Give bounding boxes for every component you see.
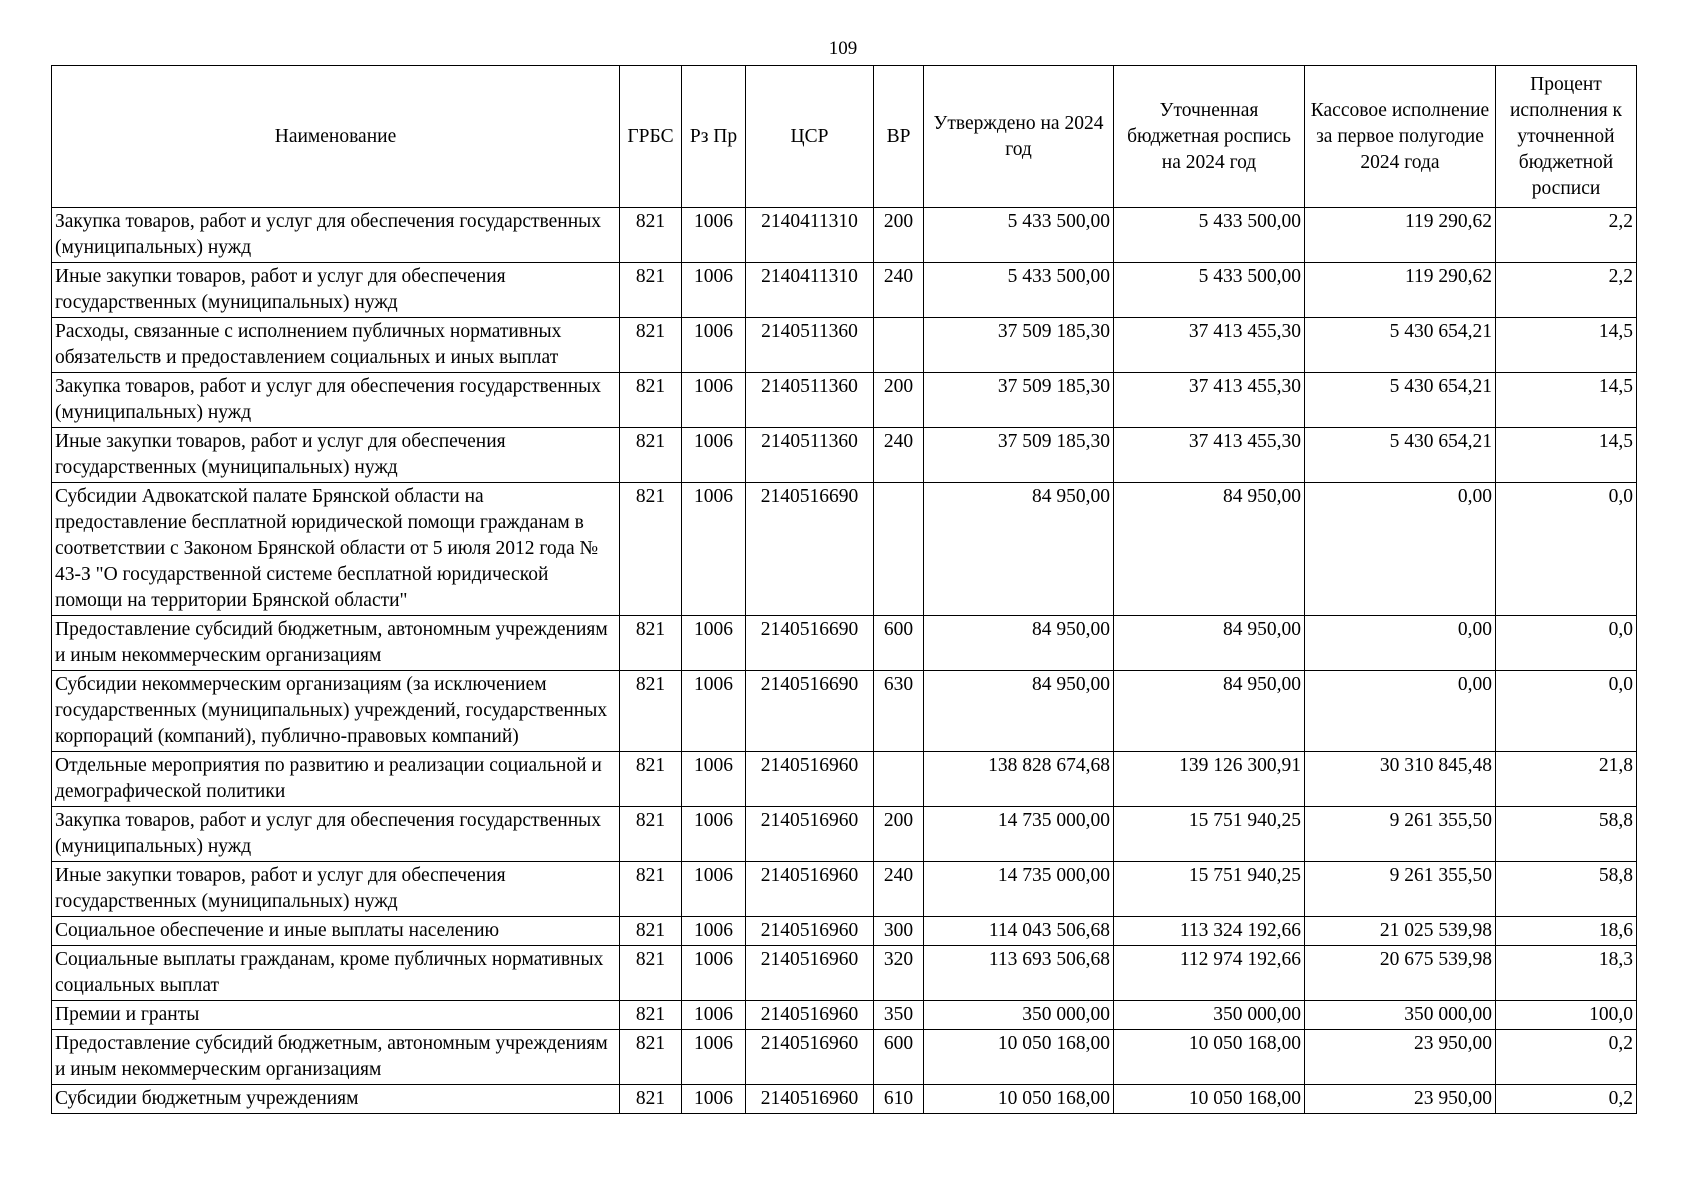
cell-vr: 200 bbox=[874, 373, 924, 428]
cell-executed: 0,00 bbox=[1305, 616, 1496, 671]
cell-executed: 23 950,00 bbox=[1305, 1085, 1496, 1114]
cell-approved: 114 043 506,68 bbox=[924, 917, 1114, 946]
cell-approved: 37 509 185,30 bbox=[924, 373, 1114, 428]
cell-percent: 0,0 bbox=[1496, 483, 1637, 616]
cell-vr bbox=[874, 752, 924, 807]
cell-refined: 5 433 500,00 bbox=[1114, 208, 1305, 263]
header-approved: Утверждено на 2024 год bbox=[924, 66, 1114, 208]
header-vr: ВР bbox=[874, 66, 924, 208]
cell-refined: 37 413 455,30 bbox=[1114, 428, 1305, 483]
budget-table bbox=[51, 65, 1637, 1114]
cell-approved: 14 735 000,00 bbox=[924, 807, 1114, 862]
cell-vr: 600 bbox=[874, 616, 924, 671]
cell-csr: 2140516960 bbox=[746, 1085, 874, 1114]
table-row bbox=[52, 208, 1637, 263]
cell-percent: 58,8 bbox=[1496, 862, 1637, 917]
cell-grbs: 821 bbox=[620, 318, 682, 373]
header-csr: ЦСР bbox=[746, 66, 874, 208]
cell-name: Премии и гранты bbox=[52, 1001, 620, 1030]
cell-refined: 139 126 300,91 bbox=[1114, 752, 1305, 807]
cell-csr: 2140511360 bbox=[746, 318, 874, 373]
cell-executed: 21 025 539,98 bbox=[1305, 917, 1496, 946]
cell-percent: 2,2 bbox=[1496, 208, 1637, 263]
cell-grbs: 821 bbox=[620, 671, 682, 752]
cell-rzpr: 1006 bbox=[682, 318, 746, 373]
cell-approved: 138 828 674,68 bbox=[924, 752, 1114, 807]
table-row bbox=[52, 946, 1637, 1001]
header-name: Наименование bbox=[52, 66, 620, 208]
cell-vr: 600 bbox=[874, 1030, 924, 1085]
cell-percent: 21,8 bbox=[1496, 752, 1637, 807]
cell-csr: 2140516960 bbox=[746, 752, 874, 807]
cell-executed: 119 290,62 bbox=[1305, 208, 1496, 263]
cell-grbs: 821 bbox=[620, 616, 682, 671]
cell-executed: 350 000,00 bbox=[1305, 1001, 1496, 1030]
cell-grbs: 821 bbox=[620, 752, 682, 807]
table-row bbox=[52, 1001, 1637, 1030]
cell-name: Предоставление субсидий бюджетным, автономным учреждениям и иным некоммерческим организациям bbox=[52, 1030, 620, 1085]
cell-grbs: 821 bbox=[620, 1085, 682, 1114]
cell-csr: 2140411310 bbox=[746, 208, 874, 263]
header-executed: Кассовое исполнение за первое полугодие 2024 года bbox=[1305, 66, 1496, 208]
cell-name: Субсидии Адвокатской палате Брянской области на предоставление бесплатной юридической помощи гражданам в соответствии с Законом Брянской области от 5 июля 2012 года № 43-З "О государственной системе бесплатной юридической помощи на территории Брянской области" bbox=[52, 483, 620, 616]
table-row bbox=[52, 807, 1637, 862]
cell-name: Субсидии некоммерческим организациям (за исключением государственных (муниципальных) учреждений, государственных корпораций (компаний), публично-правовых компаний) bbox=[52, 671, 620, 752]
cell-refined: 84 950,00 bbox=[1114, 616, 1305, 671]
table-row bbox=[52, 1085, 1637, 1114]
cell-refined: 37 413 455,30 bbox=[1114, 373, 1305, 428]
cell-rzpr: 1006 bbox=[682, 946, 746, 1001]
table-body bbox=[52, 208, 1637, 1114]
cell-grbs: 821 bbox=[620, 862, 682, 917]
cell-grbs: 821 bbox=[620, 208, 682, 263]
cell-approved: 10 050 168,00 bbox=[924, 1085, 1114, 1114]
cell-name: Предоставление субсидий бюджетным, автономным учреждениям и иным некоммерческим организациям bbox=[52, 616, 620, 671]
cell-vr: 200 bbox=[874, 208, 924, 263]
cell-rzpr: 1006 bbox=[682, 807, 746, 862]
cell-executed: 9 261 355,50 bbox=[1305, 862, 1496, 917]
cell-rzpr: 1006 bbox=[682, 616, 746, 671]
cell-grbs: 821 bbox=[620, 1030, 682, 1085]
cell-vr bbox=[874, 483, 924, 616]
page-number: 109 bbox=[828, 38, 858, 59]
cell-executed: 30 310 845,48 bbox=[1305, 752, 1496, 807]
cell-grbs: 821 bbox=[620, 483, 682, 616]
cell-grbs: 821 bbox=[620, 1001, 682, 1030]
cell-percent: 18,3 bbox=[1496, 946, 1637, 1001]
cell-csr: 2140516690 bbox=[746, 483, 874, 616]
cell-name: Иные закупки товаров, работ и услуг для обеспечения государственных (муниципальных) нужд bbox=[52, 862, 620, 917]
cell-percent: 14,5 bbox=[1496, 428, 1637, 483]
cell-percent: 2,2 bbox=[1496, 263, 1637, 318]
cell-name: Субсидии бюджетным учреждениям bbox=[52, 1085, 620, 1114]
cell-executed: 9 261 355,50 bbox=[1305, 807, 1496, 862]
cell-refined: 112 974 192,66 bbox=[1114, 946, 1305, 1001]
cell-vr: 200 bbox=[874, 807, 924, 862]
cell-vr: 300 bbox=[874, 917, 924, 946]
cell-refined: 84 950,00 bbox=[1114, 671, 1305, 752]
cell-grbs: 821 bbox=[620, 373, 682, 428]
cell-csr: 2140516960 bbox=[746, 917, 874, 946]
cell-refined: 84 950,00 bbox=[1114, 483, 1305, 616]
cell-csr: 2140516960 bbox=[746, 1030, 874, 1085]
table-row bbox=[52, 917, 1637, 946]
cell-refined: 37 413 455,30 bbox=[1114, 318, 1305, 373]
cell-percent: 0,2 bbox=[1496, 1030, 1637, 1085]
cell-grbs: 821 bbox=[620, 917, 682, 946]
cell-percent: 0,0 bbox=[1496, 616, 1637, 671]
cell-approved: 37 509 185,30 bbox=[924, 428, 1114, 483]
cell-vr bbox=[874, 318, 924, 373]
table-row bbox=[52, 318, 1637, 373]
cell-rzpr: 1006 bbox=[682, 428, 746, 483]
cell-csr: 2140516960 bbox=[746, 862, 874, 917]
cell-csr: 2140516960 bbox=[746, 946, 874, 1001]
table-row bbox=[52, 483, 1637, 616]
cell-name: Отдельные мероприятия по развитию и реализации социальной и демографической политики bbox=[52, 752, 620, 807]
table-row bbox=[52, 1030, 1637, 1085]
cell-name: Расходы, связанные с исполнением публичных нормативных обязательств и предоставлением социальных и иных выплат bbox=[52, 318, 620, 373]
cell-grbs: 821 bbox=[620, 428, 682, 483]
cell-rzpr: 1006 bbox=[682, 671, 746, 752]
cell-csr: 2140516960 bbox=[746, 1001, 874, 1030]
header-rzpr: Рз Пр bbox=[682, 66, 746, 208]
cell-csr: 2140411310 bbox=[746, 263, 874, 318]
table-row bbox=[52, 373, 1637, 428]
cell-vr: 240 bbox=[874, 862, 924, 917]
cell-executed: 20 675 539,98 bbox=[1305, 946, 1496, 1001]
cell-grbs: 821 bbox=[620, 807, 682, 862]
cell-name: Закупка товаров, работ и услуг для обеспечения государственных (муниципальных) нужд bbox=[52, 807, 620, 862]
cell-percent: 18,6 bbox=[1496, 917, 1637, 946]
cell-vr: 630 bbox=[874, 671, 924, 752]
cell-executed: 0,00 bbox=[1305, 671, 1496, 752]
table-row bbox=[52, 428, 1637, 483]
cell-percent: 100,0 bbox=[1496, 1001, 1637, 1030]
cell-executed: 23 950,00 bbox=[1305, 1030, 1496, 1085]
cell-percent: 0,2 bbox=[1496, 1085, 1637, 1114]
cell-refined: 5 433 500,00 bbox=[1114, 263, 1305, 318]
cell-rzpr: 1006 bbox=[682, 917, 746, 946]
cell-rzpr: 1006 bbox=[682, 208, 746, 263]
cell-approved: 14 735 000,00 bbox=[924, 862, 1114, 917]
cell-approved: 113 693 506,68 bbox=[924, 946, 1114, 1001]
cell-approved: 37 509 185,30 bbox=[924, 318, 1114, 373]
cell-csr: 2140516690 bbox=[746, 671, 874, 752]
table-row bbox=[52, 671, 1637, 752]
header-percent: Процент исполнения к уточненной бюджетной росписи bbox=[1496, 66, 1637, 208]
cell-csr: 2140511360 bbox=[746, 373, 874, 428]
cell-percent: 58,8 bbox=[1496, 807, 1637, 862]
cell-executed: 5 430 654,21 bbox=[1305, 428, 1496, 483]
cell-percent: 14,5 bbox=[1496, 373, 1637, 428]
cell-percent: 14,5 bbox=[1496, 318, 1637, 373]
header-grbs: ГРБС bbox=[620, 66, 682, 208]
cell-rzpr: 1006 bbox=[682, 862, 746, 917]
cell-executed: 5 430 654,21 bbox=[1305, 318, 1496, 373]
cell-vr: 320 bbox=[874, 946, 924, 1001]
cell-rzpr: 1006 bbox=[682, 483, 746, 616]
header-refined: Уточненная бюджетная роспись на 2024 год bbox=[1114, 66, 1305, 208]
cell-percent: 0,0 bbox=[1496, 671, 1637, 752]
cell-rzpr: 1006 bbox=[682, 263, 746, 318]
cell-approved: 84 950,00 bbox=[924, 483, 1114, 616]
cell-vr: 610 bbox=[874, 1085, 924, 1114]
cell-name: Иные закупки товаров, работ и услуг для обеспечения государственных (муниципальных) нужд bbox=[52, 428, 620, 483]
cell-csr: 2140516960 bbox=[746, 807, 874, 862]
table-row bbox=[52, 616, 1637, 671]
cell-approved: 5 433 500,00 bbox=[924, 208, 1114, 263]
cell-vr: 350 bbox=[874, 1001, 924, 1030]
table-row bbox=[52, 862, 1637, 917]
cell-refined: 113 324 192,66 bbox=[1114, 917, 1305, 946]
cell-name: Иные закупки товаров, работ и услуг для обеспечения государственных (муниципальных) нужд bbox=[52, 263, 620, 318]
cell-refined: 10 050 168,00 bbox=[1114, 1085, 1305, 1114]
cell-grbs: 821 bbox=[620, 946, 682, 1001]
table-row bbox=[52, 752, 1637, 807]
cell-approved: 10 050 168,00 bbox=[924, 1030, 1114, 1085]
cell-executed: 5 430 654,21 bbox=[1305, 373, 1496, 428]
cell-vr: 240 bbox=[874, 428, 924, 483]
cell-approved: 5 433 500,00 bbox=[924, 263, 1114, 318]
cell-name: Закупка товаров, работ и услуг для обеспечения государственных (муниципальных) нужд bbox=[52, 373, 620, 428]
cell-approved: 84 950,00 bbox=[924, 616, 1114, 671]
cell-csr: 2140516690 bbox=[746, 616, 874, 671]
cell-approved: 84 950,00 bbox=[924, 671, 1114, 752]
cell-name: Социальные выплаты гражданам, кроме публичных нормативных социальных выплат bbox=[52, 946, 620, 1001]
cell-refined: 350 000,00 bbox=[1114, 1001, 1305, 1030]
cell-name: Закупка товаров, работ и услуг для обеспечения государственных (муниципальных) нужд bbox=[52, 208, 620, 263]
cell-executed: 119 290,62 bbox=[1305, 263, 1496, 318]
cell-rzpr: 1006 bbox=[682, 1085, 746, 1114]
cell-rzpr: 1006 bbox=[682, 373, 746, 428]
cell-refined: 15 751 940,25 bbox=[1114, 807, 1305, 862]
table-header-row bbox=[52, 66, 1637, 208]
cell-rzpr: 1006 bbox=[682, 1001, 746, 1030]
cell-approved: 350 000,00 bbox=[924, 1001, 1114, 1030]
cell-refined: 15 751 940,25 bbox=[1114, 862, 1305, 917]
cell-name: Социальное обеспечение и иные выплаты населению bbox=[52, 917, 620, 946]
cell-refined: 10 050 168,00 bbox=[1114, 1030, 1305, 1085]
table-row bbox=[52, 263, 1637, 318]
cell-executed: 0,00 bbox=[1305, 483, 1496, 616]
cell-csr: 2140511360 bbox=[746, 428, 874, 483]
cell-rzpr: 1006 bbox=[682, 752, 746, 807]
cell-rzpr: 1006 bbox=[682, 1030, 746, 1085]
cell-vr: 240 bbox=[874, 263, 924, 318]
cell-grbs: 821 bbox=[620, 263, 682, 318]
